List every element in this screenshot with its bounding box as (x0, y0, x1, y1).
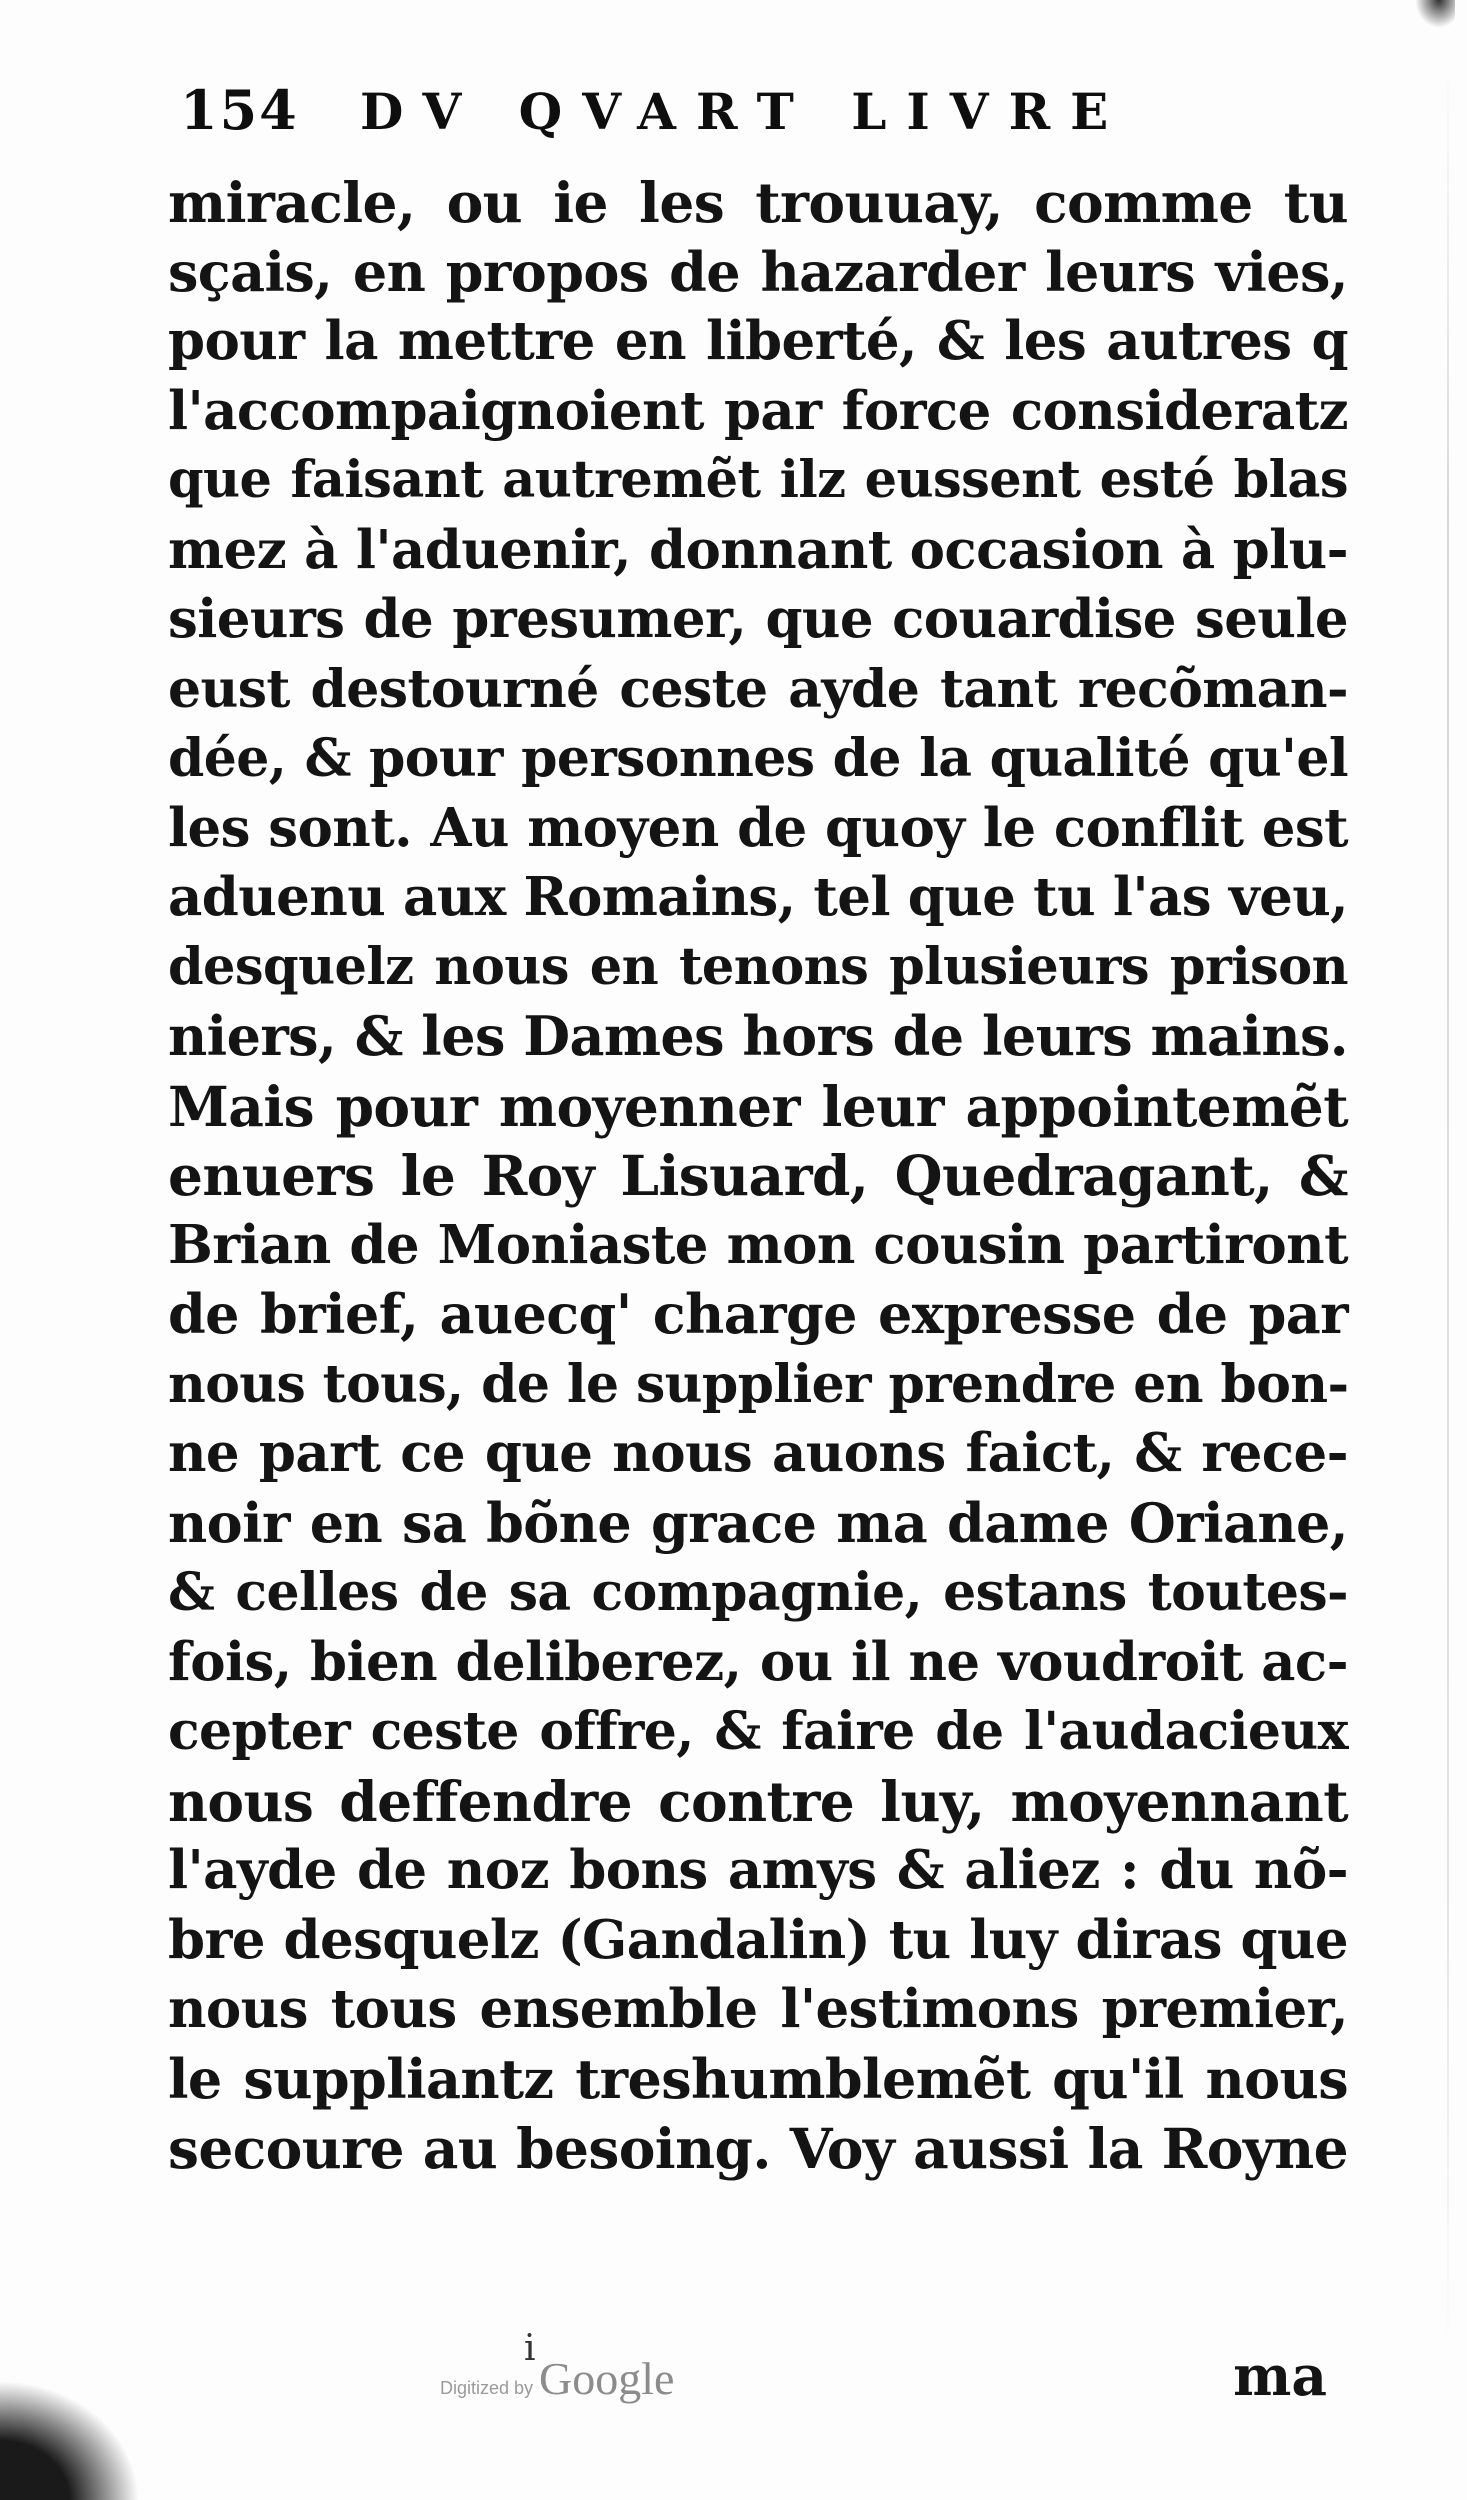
text-line: aduenu aux Romains, tel que tu l'as veu, (168, 866, 1348, 928)
text-line: Brian de Moniaste mon cousin partiront (168, 1213, 1348, 1276)
text-line: niers, & les Dames hors de leurs mains. (168, 1004, 1348, 1068)
text-line: sieurs de presumer, que couardise seule (168, 588, 1348, 650)
text-line: noir en sa bõne grace ma dame Oriane, (168, 1490, 1348, 1555)
scan-shadow (0, 2380, 140, 2500)
text-line: l'accompaignoient par force consideratz (168, 379, 1348, 442)
page-number: 154 (180, 78, 299, 142)
text-line: bre desquelz (Gandalin) tu luy diras que (168, 1908, 1348, 1971)
text-line: sçais, en propos de hazarder leurs vies, (168, 239, 1348, 304)
text-line: de brief, auecq' charge expresse de par (168, 1282, 1348, 1346)
text-line: pour la mettre en liberté, & les autres q (168, 310, 1348, 372)
text-line: l'ayde de noz bons amys & aliez : du nõ- (168, 1839, 1348, 1901)
body-text (168, 168, 1348, 2184)
running-title: DV QVART LIVRE (360, 82, 1129, 141)
digitized-by-google-watermark (440, 2352, 674, 2405)
text-line: les sont. Au moyen de quoy le conflit est (168, 796, 1348, 859)
text-line: secoure au besoing. Voy aussi la Royne (168, 2116, 1348, 2181)
text-line: & celles de sa compagnie, estans toutes- (168, 1562, 1348, 1623)
text-line: fois, bien deliberez, ou il ne voudroit ac- (168, 1630, 1348, 1693)
text-line: que faisant autremẽt ilz eussent esté blas (168, 450, 1348, 510)
text-line: cepter ceste offre, & faire de l'audacieux (168, 1701, 1348, 1762)
text-line: nous tous, de le supplier prendre en bon- (168, 1353, 1349, 1415)
google-logo: Google (539, 2353, 675, 2404)
signature-mark: i (524, 2328, 536, 2369)
text-line: miracle, ou ie les trouuay, comme tu (168, 170, 1348, 235)
page-edge (1447, 60, 1449, 2360)
digitized-by-label: Digitized by (440, 2378, 534, 2398)
running-head (180, 78, 1300, 148)
text-line: enuers le Roy Lisuard, Quedragant, & (168, 1143, 1348, 1208)
catchword: ma (1233, 2343, 1327, 2408)
text-line: nous tous ensemble l'estimons premier, (168, 1978, 1348, 2040)
text-line: Mais pour moyenner leur appointemẽt (168, 1073, 1348, 1139)
text-line: le suppliantz treshumblemẽt qu'il nous (168, 2046, 1348, 2111)
text-line: mez à l'aduenir, donnant occasion à plu- (168, 518, 1348, 581)
text-line: desquelz nous en tenons plusieurs prison (168, 936, 1348, 997)
text-line: eust destourné ceste ayde tant recõman- (168, 658, 1348, 720)
text-line: dée, & pour personnes de la qualité qu'el (168, 728, 1348, 789)
text-line: nous deffendre contre luy, moyennant (168, 1768, 1348, 1834)
scan-speck (1415, 0, 1455, 28)
text-line: ne part ce que nous auons faict, & rece- (168, 1422, 1348, 1484)
